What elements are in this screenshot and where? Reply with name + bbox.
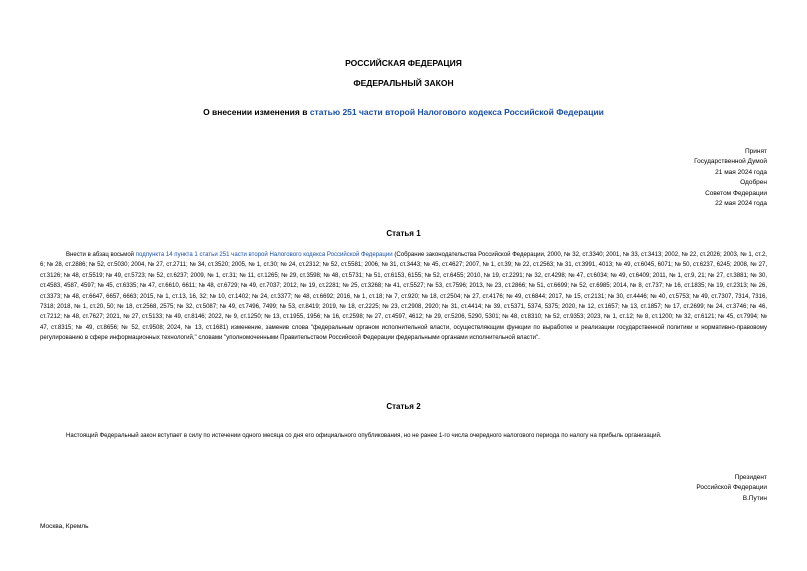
signature-block bbox=[696, 473, 767, 504]
signature-line: Президент bbox=[734, 474, 767, 481]
law-type-heading: ФЕДЕРАЛЬНЫЙ ЗАКОН bbox=[353, 78, 454, 88]
adoption-line: Принят bbox=[744, 148, 767, 155]
article-2-text: Настоящий Федеральный закон вступает в силу по истечении одного месяца со дня его официального опубликования, но не ранее 1-го числа очередного налогового периода по налогу на прибыль организаций. bbox=[66, 433, 662, 439]
adoption-block bbox=[694, 147, 767, 209]
article-1-prefix: Внести в абзац восьмой bbox=[66, 252, 136, 258]
article-1-text bbox=[40, 250, 767, 344]
title-link[interactable]: статью 251 части второй Налогового кодекса Российской Федерации bbox=[309, 107, 604, 117]
adoption-line: 22 мая 2024 года bbox=[715, 200, 767, 208]
title-prefix: О внесении изменения в bbox=[203, 107, 310, 117]
article-1-title: Статья 1 bbox=[386, 229, 421, 238]
article-1-link[interactable]: подпункта 14 пункта 1 статьи 251 части второй Налогового кодекса Российской Федерации bbox=[135, 252, 393, 258]
signature-line: Российской Федерации bbox=[696, 484, 767, 492]
country-heading: РОССИЙСКАЯ ФЕДЕРАЦИЯ bbox=[345, 58, 462, 68]
document-title bbox=[0, 107, 807, 117]
article-1-rest: (Собрание законодательства Российской Федерации, 2000, № 32, ст.3340; 2001, № 33, ст.3413; 2002, № 22, ст.2026; 2003, № 1, ст.2, 6; № 28, ст.2886; № 52, ст.5030; 2004, № 27, ст.2711; № 34, ст.3520; 2005, № 1, ст.30; № 24, ст.2312; № 52, ст.5581; 2006, № 31, ст.3443; № 45, ст.4627; 2007, № 1, ст.39; № 22, ст.2563; № 31, ст.3991, 4013; № 49, ст.6045, 6071; № 50, ст.6237, 6245; 2008, № 27, ст.3126; № 48, ст.5519; № 49, ст.5723; № 52, ст.6237; 2009, № 1, ст.31; № 11, ст.1265; № 29, ст.3598; № 48, ст.5731; № 51, ст.6153, 6155; № 52, ст.6455; 2010, № 19, ст.2291; № 32, ст.4298; № 47, ст.6034; № 49, ст.6409; 2011, № 1, ст.9, 21; № 27, ст.3881; № 30, ст.4583, 4587, 4597; № 45, ст.6335; № 47, ст.6610, 6611; № 48, ст.6729; № 49, ст.7037; 2012, № 19, ст.2281; № 25, ст.3268; № 41, ст.5527; № 53, ст.7596; 2013, № 23, ст.2866; № 51, ст.6699; № 52, ст.6985; 2014, № 8, ст.737; № 16, ст.1835; № 19, ст.2313; № 26, ст.3373; № 48, ст.6647, 6657, 6663; 2015, № 1, ст.13, 16, 32; № 10, ст.1402; № 24, ст.3377; № 48, ст.6692; 2016, № 1, ст.18; № 7, ст.920; № 18, ст.2504; № 27, ст.4176; № 49, ст.6844; 2017, № 15, ст.2131; № 30, ст.4446; № 40, ст.5753; № 49, ст.7307, 7314, 7316, 7318; 2018, № 1, ст.20, 50; № 18, ст.2568, 2575; № 32, ст.5087; № 49, ст.7496, 7499; № 53, ст.8419; 2019, № 18, ст.2225; № 23, ст.2908, 2920; № 31, ст.4414; № 39, ст.5371, 5374, 5375; 2020, № 12, ст.1657; № 13, ст.1857; № 17, ст.2699; № 24, ст.3746; № 46, ст.7212; № 48, ст.7627; 2021, № 27, ст.5133; № 49, ст.8146; 2022, № 9, ст.1250; № 13, ст.1955, 1956; № 16, ст.2598; № 27, ст.4597, 4612; № 29, ст.5206, 5290, 5301; № 48, ст.8310; № 52, ст.9353; 2023, № 1, ст.12; № 8, ст.1200; № 32, ст.6121; № 45, ст.7994; № 47, ст.8315; № 49, ст.8656; № 52, ст.9508; 2024, № 13, ст.1681) изменение, заменив слова "федеральным органом исполнительной власти, осуществляющим функции по выработке и реализации государственной политики и нормативно-правовому регулированию в сфере информационных технологий," словами "уполномоченными Правительством Российской Федерации федеральными органами исполнительной власти". bbox=[40, 252, 767, 342]
adoption-line: Одобрен bbox=[740, 179, 767, 187]
place-of-signing: Москва, Кремль bbox=[40, 523, 89, 530]
adoption-line: 21 мая 2024 года bbox=[715, 168, 767, 176]
adoption-line: Советом Федерации bbox=[705, 189, 767, 197]
signature-line: В.Путин bbox=[742, 494, 767, 502]
article-2-title: Статья 2 bbox=[386, 402, 421, 411]
adoption-line: Государственной Думой bbox=[694, 158, 767, 166]
